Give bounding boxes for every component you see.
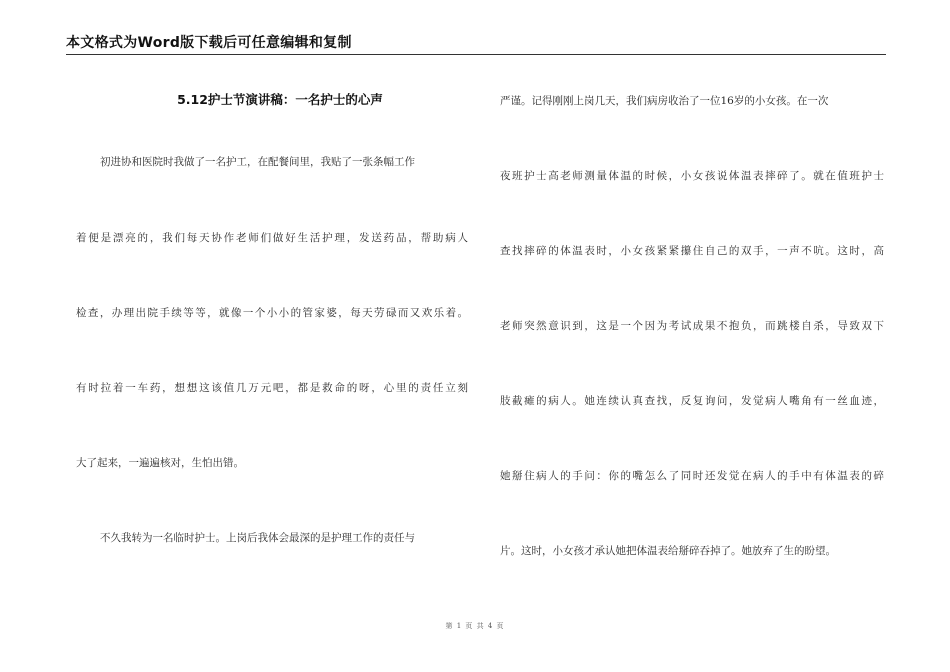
paragraph-line: 着便是漂亮的，我们每天协作老师们做好生活护理，发送药品，帮助病人: [76, 232, 468, 244]
paragraph-line: 严谨。记得刚刚上岗几天，我们病房收治了一位16岁的小女孩。在一次: [500, 95, 829, 107]
header-banner-text: 本文格式为Word版下载后可任意编辑和复制: [66, 35, 352, 51]
paragraph-line: 不久我转为一名临时护士。上岗后我体会最深的是护理工作的责任与: [100, 532, 415, 544]
paragraph-line: 她掰住病人的手问：你的嘴怎么了同时还发觉在病人的手中有体温表的碎: [500, 470, 884, 482]
paragraph-line: 肢截瘫的病人。她连续认真查找，反复询问，发觉病人嘴角有一丝血迹，: [500, 395, 884, 407]
document-header: [66, 30, 886, 55]
paragraph-line: 夜班护士高老师测量体温的时候，小女孩说体温表摔碎了。就在值班护士: [500, 170, 884, 182]
document-title: 5.12护士节演讲稿：一名护士的心声: [177, 92, 383, 107]
paragraph-line: 大了起来，一遍遍核对，生怕出错。: [76, 457, 244, 469]
paragraph-line: 老师突然意识到，这是一个因为考试成果不抱负，而跳楼自杀，导致双下: [500, 320, 884, 332]
paragraph-line: 片。这时，小女孩才承认她把体温表给掰碎吞掉了。她放弃了生的盼望。: [500, 545, 836, 557]
paragraph-line: 有时拉着一车药，想想这该值几万元吧，都是救命的呀，心里的责任立刻: [76, 382, 468, 394]
page-number: 第 1 页 共 4 页: [445, 622, 505, 630]
paragraph-line: 初进协和医院时我做了一名护工，在配餐间里，我贴了一张条幅工作: [100, 156, 415, 168]
paragraph-line: 查找摔碎的体温表时，小女孩紧紧攥住自己的双手，一声不吭。这时，高: [500, 245, 884, 257]
paragraph-line: 检查，办理出院手续等等，就像一个小小的管家婆，每天劳碌而又欢乐着。: [76, 307, 468, 319]
